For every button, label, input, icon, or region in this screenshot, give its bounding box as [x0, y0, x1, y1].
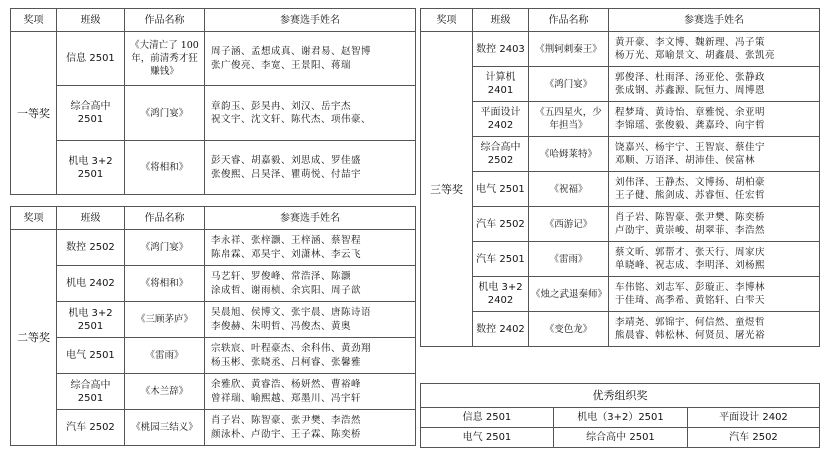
- work-cell: 《哈姆莱特》: [529, 137, 609, 172]
- names-line: 肖子岩、陈智豪、张尹樊、李浩然: [211, 415, 362, 426]
- names-line: 李靖尧、郭锦宇、何信然、童煜哲: [615, 316, 766, 328]
- work-cell: 《将相和》: [125, 266, 205, 302]
- names-line: 颜泳朴、卢劭宇、王子霖、陈奕桥: [211, 428, 362, 440]
- table-row: [421, 277, 820, 312]
- organization-award-title: 优秀组织奖: [421, 384, 820, 408]
- header-work: 作品名称: [529, 9, 609, 32]
- work-cell: 《变色龙》: [529, 312, 609, 347]
- names-line: 饶嘉兴、杨宇宁、王智宸、蔡佳宁: [615, 141, 766, 153]
- header-names: 参赛选手姓名: [205, 207, 416, 230]
- table-row: [11, 230, 416, 266]
- names-cell: [205, 410, 416, 446]
- work-cell: 《西游记》: [529, 207, 609, 242]
- table-row: [421, 102, 820, 137]
- class-cell: 数控 2403: [473, 32, 529, 67]
- class-cell: 电气 2501: [57, 338, 125, 374]
- names-line: 李永祥、张梓灏、王梓涵、蔡智程: [211, 235, 362, 246]
- names-line: 单晓峰、祝志成、李明泽、刘杨熙: [615, 260, 766, 271]
- names-cell: [609, 242, 820, 277]
- second-prize-table: [10, 206, 416, 446]
- names-line: 肖子岩、陈智豪、张尹樊、陈奕桥: [615, 211, 766, 223]
- names-cell: [205, 230, 416, 266]
- names-line: 张俊熙、吕昊泽、瞿萌悦、付喆宇: [211, 168, 362, 180]
- names-line: 杨万光、郑喻景文、胡鑫晨、张凯亮: [615, 50, 776, 61]
- work-cell: 《雷雨》: [125, 338, 205, 374]
- names-line: 程梦琦、黄诗怡、章雅悦、余亚明: [615, 106, 766, 118]
- class-cell: 机电 2402: [57, 266, 125, 302]
- names-cell: [609, 137, 820, 172]
- table-row: [421, 408, 820, 428]
- work-cell: 《烛之武退秦师》: [529, 277, 609, 312]
- table-row: [421, 312, 820, 347]
- names-cell: [205, 86, 416, 141]
- table-header-row: [421, 9, 820, 32]
- names-line: 余雅欣、黄睿浩、杨妍然、曹裕峰: [211, 379, 362, 390]
- names-line: 于佳琦、高季希、黄铭轩、白雫天: [615, 295, 766, 306]
- names-line: 卢劭宇、黄崇峻、胡翠菲、李浩然: [615, 225, 766, 236]
- table-header-row: [11, 9, 416, 32]
- org-class-cell: 综合高中 2501: [554, 428, 688, 448]
- class-cell: 综合高中 2501: [57, 86, 125, 141]
- header-class: 班级: [57, 9, 125, 32]
- table-row: [11, 266, 416, 302]
- class-cell: 综合高中 2501: [57, 374, 125, 410]
- names-line: 宗轶宸、叶程豪杰、余科伟、黄劲翔: [211, 343, 372, 354]
- award-label: 一等奖: [11, 32, 57, 195]
- work-cell: 《木兰辞》: [125, 374, 205, 410]
- class-cell: 综合高中 2502: [473, 137, 529, 172]
- table-header-row: [11, 207, 416, 230]
- table-header-row: [421, 384, 820, 408]
- work-cell: 《雷雨》: [529, 242, 609, 277]
- work-cell: 《桃园三结义》: [125, 410, 205, 446]
- table-row: [421, 32, 820, 67]
- names-line: 李俊赫、朱明哲、冯俊杰、黄奥: [211, 320, 352, 332]
- names-line: 郭俊泽、杜雨泽、汤亚伦、张静政: [615, 71, 766, 83]
- names-line: 涂成哲、谢雨桢、余宾阳、周子歆: [211, 284, 362, 296]
- table-row: [11, 141, 416, 195]
- class-cell: 机电 3+2 2501: [57, 141, 125, 195]
- header-names: 参赛选手姓名: [205, 9, 416, 32]
- names-cell: [609, 277, 820, 312]
- work-cell: 《鸿门宴》: [125, 230, 205, 266]
- work-cell: 《将相和》: [125, 141, 205, 195]
- award-label: 三等奖: [421, 32, 473, 347]
- org-class-cell: 电气 2501: [421, 428, 554, 448]
- names-cell: [609, 32, 820, 67]
- class-cell: 机电 3+2 2402: [473, 277, 529, 312]
- org-class-cell: 信息 2501: [421, 408, 554, 428]
- class-cell: 汽车 2502: [57, 410, 125, 446]
- names-line: 吴晨旭、侯博文、张宇晨、唐陈诗语: [211, 307, 372, 318]
- header-award: 奖项: [11, 9, 57, 32]
- names-line: 刘伟泽、王静杰、文博扬、胡柏豪: [615, 176, 766, 188]
- names-line: 张成钢、苏鑫源、阮恒力、周博恩: [615, 85, 766, 96]
- award-label: 二等奖: [11, 230, 57, 446]
- names-cell: [609, 67, 820, 102]
- table-row: [421, 137, 820, 172]
- class-cell: 汽车 2502: [473, 207, 529, 242]
- names-cell: [609, 102, 820, 137]
- names-line: 周子涵、孟想成真、谢君易、赵智博: [211, 46, 372, 57]
- names-line: 彭天睿、胡嘉毅、刘思成、罗佳盛: [211, 155, 362, 166]
- class-cell: 电气 2501: [473, 172, 529, 207]
- class-cell: 数控 2402: [473, 312, 529, 347]
- names-line: 熊晨睿、韩松林、何贤员、屠光裕: [615, 330, 766, 341]
- work-cell: 《鸿门宴》: [529, 67, 609, 102]
- names-cell: [609, 312, 820, 347]
- work-cell: 《祝福》: [529, 172, 609, 207]
- class-cell: 平面设计 2402: [473, 102, 529, 137]
- class-cell: 数控 2502: [57, 230, 125, 266]
- names-line: 陈帛霖、邓昊宇、刘潇林、李云飞: [211, 248, 362, 260]
- names-line: 蔡文昕、郭帮才、张天行、周家庆: [615, 246, 766, 258]
- names-line: 黄开豪、李文博、魏新理、冯子策: [615, 36, 766, 48]
- class-cell: 汽车 2501: [473, 242, 529, 277]
- table-row: [421, 207, 820, 242]
- header-class: 班级: [57, 207, 125, 230]
- table-row: [11, 86, 416, 141]
- names-cell: [205, 374, 416, 410]
- names-cell: [609, 207, 820, 242]
- names-cell: [205, 266, 416, 302]
- names-line: 李锦瑶、张俊毅、龚嘉玲、向宇哲: [615, 120, 766, 131]
- names-line: 祝文宇、沈文轩、陈代杰、项伟豪、: [211, 114, 372, 125]
- table-row: [11, 410, 416, 446]
- header-award: 奖项: [11, 207, 57, 230]
- names-line: 王子健、熊剑成、苏睿恒、任宏哲: [615, 190, 766, 201]
- names-cell: [205, 338, 416, 374]
- table-row: [11, 32, 416, 86]
- class-cell: 计算机 2401: [473, 67, 529, 102]
- table-row: [421, 242, 820, 277]
- class-cell: 信息 2501: [57, 32, 125, 86]
- header-class: 班级: [473, 9, 529, 32]
- names-line: 张广俊亮、李宽、王景阳、蒋瑞: [211, 59, 352, 71]
- work-cell: 《荆轲刺秦王》: [529, 32, 609, 67]
- names-line: 马艺轩、罗俊峰、常浩泽、陈灏: [211, 271, 352, 282]
- third-prize-table: [420, 8, 820, 347]
- work-cell: 《大清亡了 100 年，前清秀才狂赚钱》: [125, 32, 205, 86]
- names-line: 曾祥瑞、喻熙越、郑墨川、冯宇轩: [211, 392, 362, 404]
- names-cell: [609, 172, 820, 207]
- org-class-cell: 机电（3+2）2501: [554, 408, 688, 428]
- names-line: 章韵玉、彭昊冉、刘汉、岳宇杰: [211, 100, 352, 112]
- names-cell: [205, 302, 416, 338]
- header-work: 作品名称: [125, 207, 205, 230]
- header-award: 奖项: [421, 9, 473, 32]
- organization-award-table: [420, 383, 820, 448]
- work-cell: 《三顾茅庐》: [125, 302, 205, 338]
- header-work: 作品名称: [125, 9, 205, 32]
- table-row: [11, 374, 416, 410]
- names-line: 车伟铭、刘志军、彭璇正、李博林: [615, 281, 766, 293]
- names-line: 杨玉彬、张晓丞、吕柯睿、张馨雅: [211, 356, 362, 368]
- table-row: [11, 302, 416, 338]
- table-row: [421, 172, 820, 207]
- class-cell: 机电 3+2 2501: [57, 302, 125, 338]
- table-row: [421, 67, 820, 102]
- names-line: 邓顺、万语泽、胡沛佳、侯富林: [615, 155, 756, 166]
- first-prize-table: [10, 8, 416, 195]
- org-class-cell: 汽车 2502: [688, 428, 820, 448]
- work-cell: 《五四星火，少年担当》: [529, 102, 609, 137]
- header-names: 参赛选手姓名: [609, 9, 820, 32]
- names-cell: [205, 32, 416, 86]
- table-row: [421, 428, 820, 448]
- table-row: [11, 338, 416, 374]
- org-class-cell: 平面设计 2402: [688, 408, 820, 428]
- names-cell: [205, 141, 416, 195]
- work-cell: 《鸿门宴》: [125, 86, 205, 141]
